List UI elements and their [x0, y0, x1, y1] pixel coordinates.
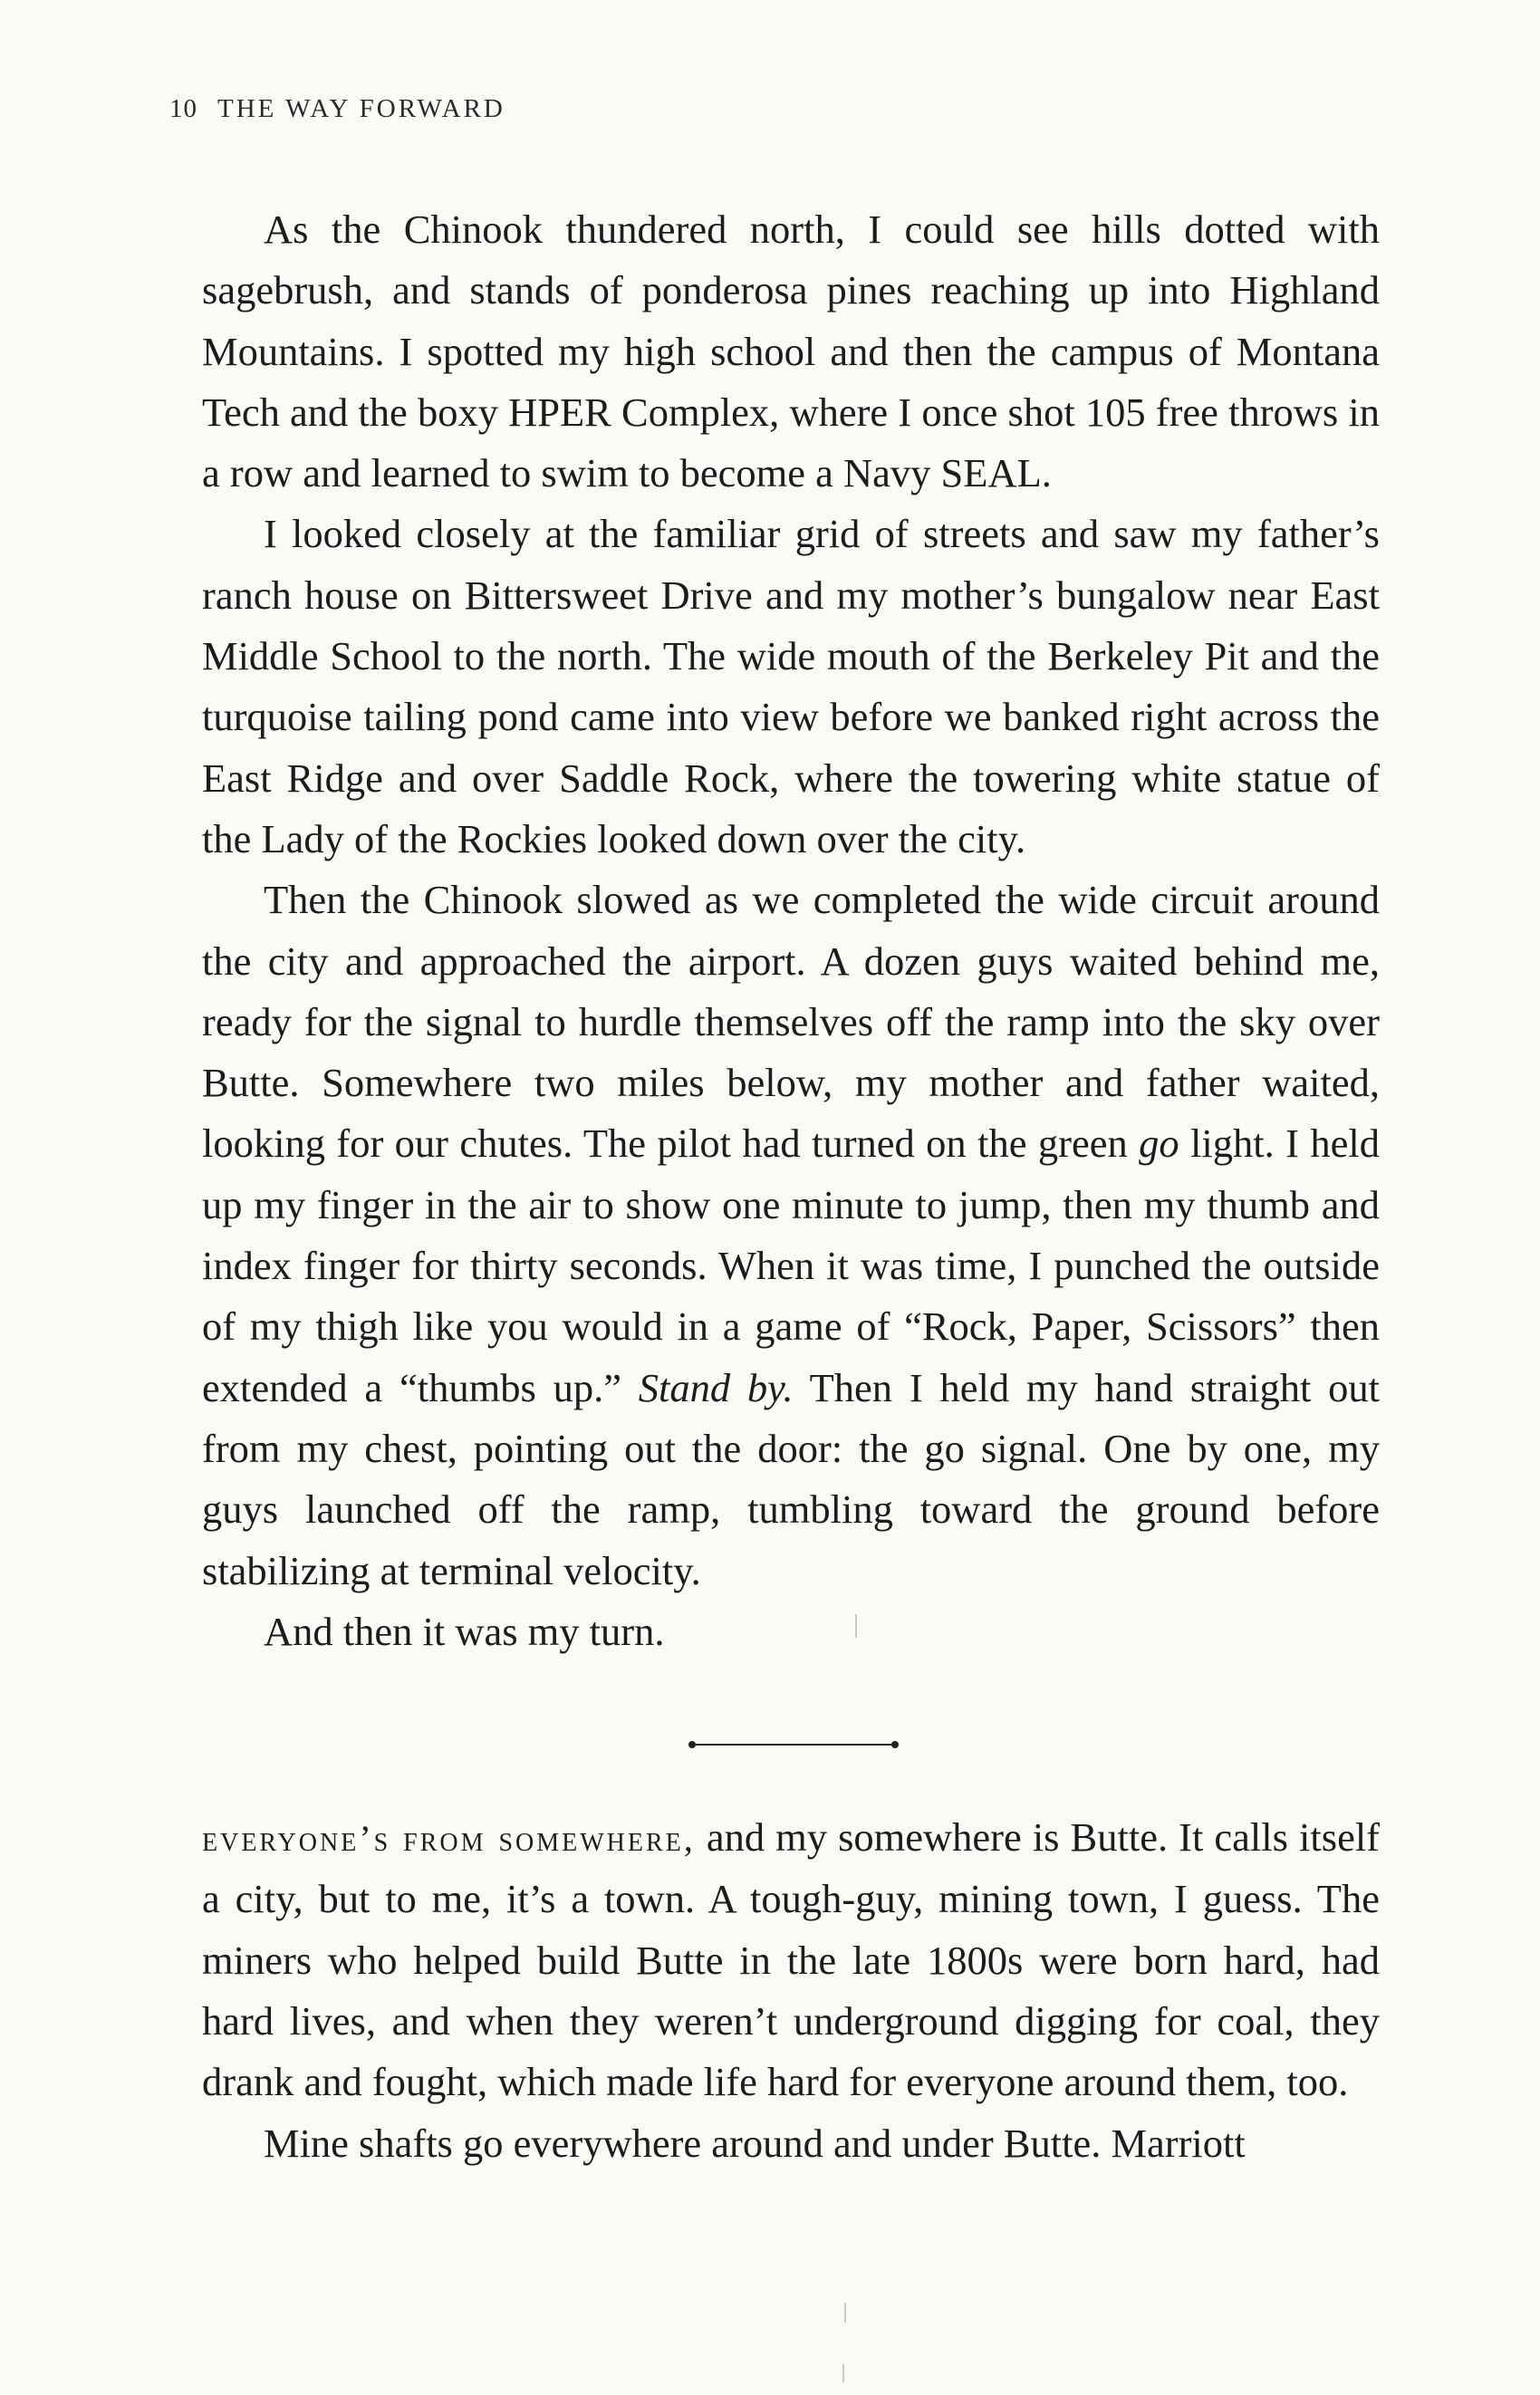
section-break-ornament	[202, 1693, 1380, 1780]
running-title: THE WAY FORWARD	[217, 94, 505, 123]
paragraph-familiar-streets: I looked closely at the familiar grid of streets and saw my father’s ranch house on Bittersweet Drive and my mother’s bungalow near East Middle School to the north. The wide mouth of the Berkeley Pit and the turquoise tailing pond came into view before we banked right across the East Ridge and over Saddle Rock, where the towering white statue of the Lady of the Rockies looked down over the city.	[202, 511, 1380, 861]
smallcaps-lead-in: everyone’s from somewhere,	[202, 1818, 696, 1860]
ornament-rule	[691, 1744, 896, 1746]
ornament-right-dot	[891, 1741, 899, 1748]
italic-stand-by: Stand by.	[638, 1364, 794, 1410]
jump-text-1: Then the Chinook slowed as we completed the wide circuit around the city and approached the airport. A dozen guys waited behind me, ready for the signal to hurdle themselves off the ramp into the sky over Butte. Somewhere two miles below, my mother and father waited, looking for our chutes. The pilot had turned on the green	[202, 877, 1380, 1167]
page-number: 10	[169, 94, 197, 123]
running-head	[169, 94, 505, 124]
scan-speck	[842, 2364, 844, 2382]
paragraph-chinook-north: As the Chinook thundered north, I could see hills dotted with sagebrush, and stands of ponderosa pines reaching up into Highland Mountains. I spotted my high school and then the campus of Montana Tech and the boxy HPER Complex, where I once shot 105 free throws in a row and learned to swim to become a Navy SEAL.	[202, 207, 1380, 496]
jump-text-3: Then I held my hand straight out from my chest, pointing out the door: the go signal. One by one, my guys launched off the ramp, tumbling toward the ground before stabilizing at terminal velocity.	[202, 1364, 1380, 1593]
paragraph-mine-shafts: Mine shafts go everywhere around and under Butte. Marriott	[264, 2120, 1246, 2166]
butte-text: and my somewhere is Butte. It calls itself a city, but to me, it’s a town. A tough-guy, mining town, I guess. The miners who helped build Butte in the late 1800s were born hard, had hard lives, and when they weren’t underground digging for coal, they drank and fought, which made life hard for everyone around them, too.	[202, 1814, 1381, 2105]
scan-speck	[855, 1614, 857, 1638]
paragraph-everyones-from-somewhere	[202, 1807, 1380, 2112]
scan-speck	[844, 2303, 846, 2323]
italic-go: go	[1139, 1121, 1179, 1167]
jump-text-2: light. I held up my finger in the air to show one minute to jump, then my thumb and index finger for thirty seconds. When it was time, I punched the outside of my thigh like you would in a game of “Rock, Paper, Scissors” then extended a “thumbs up.”	[202, 1121, 1380, 1410]
body-text	[202, 199, 1380, 2174]
paragraph-my-turn: And then it was my turn.	[264, 1608, 665, 1654]
paragraph-jump-signal	[202, 870, 1380, 1601]
